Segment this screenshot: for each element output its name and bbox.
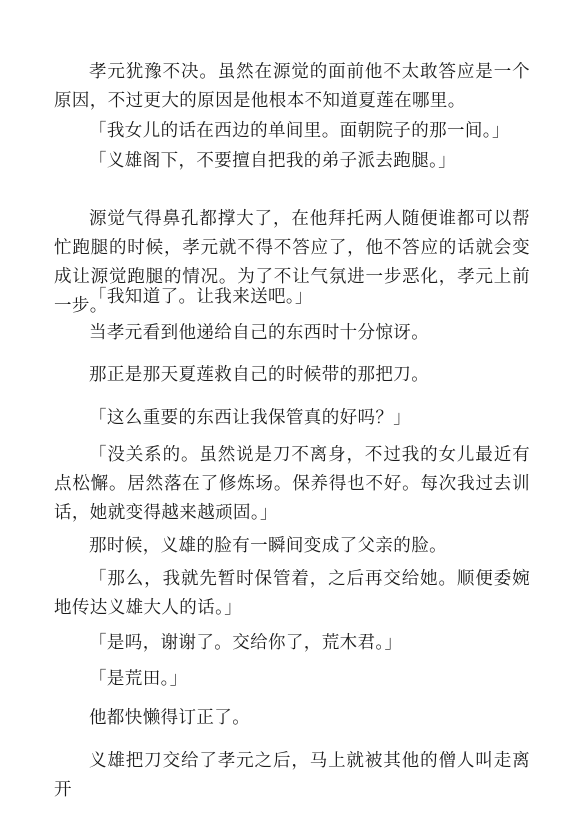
paragraph-1: 孝元犹豫不决。虽然在源觉的面前他不太敢答应是一个原因，不过更大的原因是他根本不知道夏莲在哪里。 bbox=[54, 62, 530, 111]
paragraph-6: 当孝元看到他递给自己的东西时十分惊讶。 bbox=[89, 323, 430, 343]
paragraph-12: 「是吗，谢谢了。交给你了，荒木君。」 bbox=[89, 633, 403, 653]
paragraph-10: 那时候，义雄的脸有一瞬间变成了父亲的脸。 bbox=[89, 536, 447, 556]
paragraph-7: 那正是那天夏莲救自己的时候带的那把刀。 bbox=[89, 365, 430, 385]
paragraph-2: 「我女儿的话在西边的单间里。面朝院子的那一间。」 bbox=[89, 121, 510, 141]
paragraph-14: 他都快懒得订正了。 bbox=[89, 708, 251, 728]
paragraph-4: 源觉气得鼻孔都撑大了，在他拜托两人随便谁都可以帮忙跑腿的时候，孝元就不得不答应了，他不答应的话就会变成让源觉跑腿的情况。为了不让气氛进一步恶化，孝元上前一步。 bbox=[54, 209, 530, 316]
paragraph-8: 「这么重要的东西让我保管真的好吗？」 bbox=[89, 408, 412, 428]
paragraph-15: 义雄把刀交给了孝元之后，马上就被其他的僧人叫走离开 bbox=[54, 751, 530, 800]
paragraph-3: 「义雄阁下，不要擅自把我的弟子派去跑腿。」 bbox=[89, 151, 457, 171]
paragraph-11: 「那么，我就先暂时保管着，之后再交给她。顺便委婉地传达义雄大人的话。」 bbox=[54, 569, 530, 618]
paragraph-13: 「是荒田。」 bbox=[89, 669, 188, 689]
paragraph-5: 「我知道了。让我来送吧。」 bbox=[89, 287, 313, 307]
paragraph-9: 「没关系的。虽然说是刀不离身，不过我的女儿最近有点松懈。居然落在了修炼场。保养得也不好。每次我过去训话，她就变得越来越顽固。」 bbox=[54, 445, 530, 523]
